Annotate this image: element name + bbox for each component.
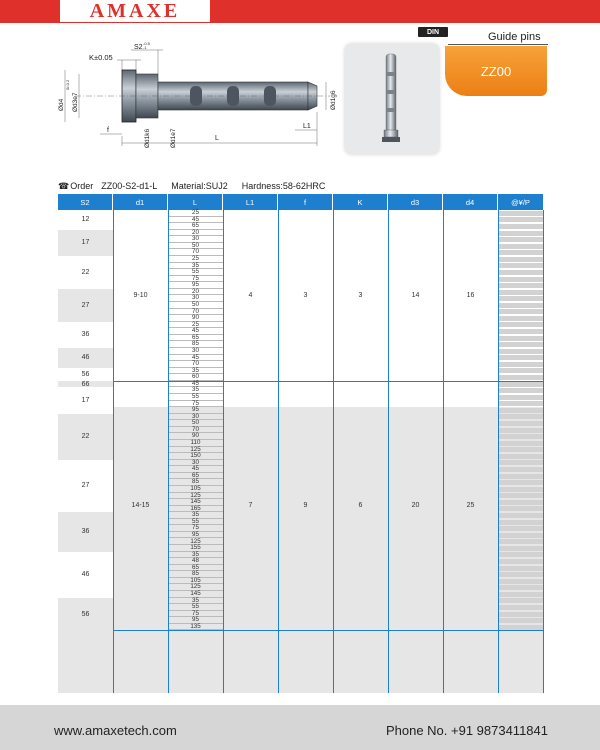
price-cell [498, 237, 544, 242]
s2-cell: 36 [58, 322, 113, 348]
dim-d4: Ød4 [58, 98, 65, 111]
price-cell [498, 408, 544, 413]
length-cell: 155 [168, 545, 223, 552]
length-cell: 65 [168, 223, 223, 230]
dim-s2-tol-lower: -1 [143, 45, 147, 50]
price-cell [498, 460, 544, 465]
length-cell: 25 [168, 322, 223, 329]
length-cell: 90 [168, 315, 223, 322]
price-cell [498, 336, 544, 341]
guide-pin-image [345, 44, 439, 154]
price-cell [498, 506, 544, 511]
length-cell: 70 [168, 309, 223, 316]
price-cell [498, 382, 544, 387]
price-cell [498, 375, 544, 380]
hdr-l1: L1 [223, 194, 278, 210]
price-cell [498, 434, 544, 439]
l1-cell: 4 [248, 291, 253, 299]
k-cell: 6 [358, 502, 363, 510]
length-cell: 30 [168, 348, 223, 355]
price-cell [498, 290, 544, 295]
material-text: Material:SUJ2 [171, 181, 228, 191]
title-divider [448, 44, 548, 45]
price-cell [498, 520, 544, 525]
price-cell [498, 395, 544, 400]
k-cell: 3 [358, 291, 363, 299]
length-cell: 70 [168, 249, 223, 256]
hdr-d4: d4 [443, 194, 498, 210]
price-cell [498, 539, 544, 544]
length-cell: 55 [168, 519, 223, 526]
s2-cell: 27 [58, 460, 113, 513]
dim-f: f [107, 127, 109, 134]
price-cell [498, 625, 544, 630]
price-cell [498, 566, 544, 571]
length-cell: 125 [168, 584, 223, 591]
hdr-d1: d1 [113, 194, 168, 210]
price-cell [498, 598, 544, 603]
length-cell: 110 [168, 440, 223, 447]
length-cell: 35 [168, 598, 223, 605]
length-cell: 30 [168, 295, 223, 302]
price-cell [498, 552, 544, 557]
length-cell: 90 [168, 433, 223, 440]
dim-d3: Ød3e7 [72, 92, 79, 112]
price-cell [498, 467, 544, 472]
footer [0, 705, 600, 750]
price-cell [498, 480, 544, 485]
price-cell [498, 244, 544, 249]
length-cell: 75 [168, 525, 223, 532]
length-cell: 30 [168, 236, 223, 243]
dim-k: K±0.05 [89, 53, 113, 62]
length-cell: 75 [168, 611, 223, 618]
price-cell [498, 329, 544, 334]
s2-cell: 46 [58, 348, 113, 368]
price-cell [498, 559, 544, 564]
length-cell: 20 [168, 289, 223, 296]
hdr-d3: d3 [388, 194, 443, 210]
length-cell: 125 [168, 447, 223, 454]
length-cell: 30 [168, 460, 223, 467]
technical-drawing [55, 38, 345, 153]
length-cell: 105 [168, 578, 223, 585]
order-label: Order [70, 181, 94, 191]
length-cell: 35 [168, 368, 223, 375]
s2-cell: 46 [58, 552, 113, 598]
length-cell: 45 [168, 466, 223, 473]
length-cell: 95 [168, 282, 223, 289]
hdr-f: f [278, 194, 333, 210]
price-cell [498, 618, 544, 623]
hardness-text: Hardness:58-62HRC [241, 181, 326, 191]
length-cell: 65 [168, 565, 223, 572]
price-cell [498, 277, 544, 282]
length-cell: 45 [168, 217, 223, 224]
length-cell: 45 [168, 355, 223, 362]
l1-cell: 7 [248, 502, 253, 510]
price-cell [498, 349, 544, 354]
column-divider [333, 210, 334, 693]
length-cell: 145 [168, 591, 223, 598]
price-cell [498, 224, 544, 229]
price-cell [498, 322, 544, 327]
d3-cell: 20 [411, 502, 420, 510]
d4-cell: 25 [466, 502, 475, 510]
s2-cell: 56 [58, 368, 113, 381]
price-cell [498, 592, 544, 597]
product-code: ZZ00 [480, 63, 512, 79]
length-cell: 135 [168, 624, 223, 631]
d4-cell: 16 [466, 291, 475, 299]
price-cell [498, 474, 544, 479]
dim-s2-tol-upper: -0.5 [143, 41, 150, 46]
length-cell: 55 [168, 604, 223, 611]
price-cell [498, 401, 544, 406]
column-divider [388, 210, 389, 693]
length-cell: 85 [168, 479, 223, 486]
length-cell: 35 [168, 512, 223, 519]
hdr-price: @¥/P [498, 194, 544, 210]
length-cell: 45 [168, 381, 223, 388]
length-cell: 55 [168, 394, 223, 401]
s2-cell: 22 [58, 256, 113, 289]
price-cell [498, 526, 544, 531]
column-divider [498, 210, 499, 693]
length-cell: 50 [168, 420, 223, 427]
price-cell [498, 493, 544, 498]
price-cell [498, 231, 544, 236]
brand-name: AMAXE [89, 0, 181, 22]
price-cell [498, 388, 544, 393]
s2-cell: 36 [58, 512, 113, 551]
price-cell [498, 355, 544, 360]
length-cell: 65 [168, 473, 223, 480]
s2-cell: 17 [58, 230, 113, 256]
price-cell [498, 342, 544, 347]
price-cell [498, 441, 544, 446]
length-cell: 125 [168, 539, 223, 546]
length-cell: 70 [168, 361, 223, 368]
length-cell: 25 [168, 210, 223, 217]
order-code: ZZ00-S2-d1-L [101, 181, 158, 191]
product-code-box [445, 46, 547, 96]
price-cell [498, 263, 544, 268]
price-cell [498, 217, 544, 222]
length-cell: 105 [168, 486, 223, 493]
price-cell [498, 533, 544, 538]
length-cell: 70 [168, 427, 223, 434]
price-cell [498, 612, 544, 617]
s2-cell: 12 [58, 210, 113, 230]
length-cell: 48 [168, 558, 223, 565]
column-divider [168, 210, 169, 693]
price-cell [498, 585, 544, 590]
din-badge: DIN [418, 27, 448, 37]
length-cell: 125 [168, 493, 223, 500]
order-info [58, 181, 325, 192]
length-cell: 50 [168, 302, 223, 309]
price-cell [498, 454, 544, 459]
dim-d1g6: Ød1g6 [330, 90, 337, 110]
length-cell: 25 [168, 256, 223, 263]
dim-s2: S2 [134, 44, 143, 51]
length-cell: 35 [168, 263, 223, 270]
length-cell: 55 [168, 269, 223, 276]
column-divider [223, 210, 224, 693]
brand-logo [60, 0, 210, 22]
column-divider [113, 210, 114, 693]
length-cell: 60 [168, 374, 223, 381]
product-name: Guide pins [488, 31, 541, 43]
price-cell [498, 421, 544, 426]
dim-d1k6: Ød1k6 [144, 128, 151, 148]
spec-table [58, 194, 544, 693]
length-cell: 85 [168, 341, 223, 348]
price-cell [498, 283, 544, 288]
price-cell [498, 270, 544, 275]
length-cell: 95 [168, 532, 223, 539]
s2-cell: 17 [58, 387, 113, 413]
price-cell [498, 296, 544, 301]
length-cell: 20 [168, 230, 223, 237]
phone-icon: ☎ [58, 181, 70, 191]
phone-number: Phone No. +91 9873411841 [385, 723, 548, 738]
price-cell [498, 572, 544, 577]
length-cell: 65 [168, 335, 223, 342]
f-cell: 3 [303, 291, 308, 299]
length-cell: 145 [168, 499, 223, 506]
s2-cell: 22 [58, 414, 113, 460]
price-cell [498, 368, 544, 373]
length-cell: 35 [168, 552, 223, 559]
price-cell [498, 257, 544, 262]
s2-cell: 56 [58, 598, 113, 631]
d3-cell: 14 [411, 291, 420, 299]
price-cell [498, 211, 544, 216]
length-cell: 75 [168, 401, 223, 408]
length-cell: 95 [168, 407, 223, 414]
length-cell: 95 [168, 617, 223, 624]
price-cell [498, 447, 544, 452]
price-cell [498, 500, 544, 505]
price-cell [498, 428, 544, 433]
d1-cell: 14-15 [131, 502, 150, 510]
hdr-l: L [168, 194, 223, 210]
dim-d4-tol: 0/-0.2 [65, 79, 70, 90]
price-cell [498, 316, 544, 321]
price-cell [498, 362, 544, 367]
d1-cell: 9-10 [133, 291, 148, 299]
s2-cell: 66 [58, 381, 113, 388]
product-photo [345, 44, 439, 154]
price-cell [498, 513, 544, 518]
group-divider [113, 630, 544, 631]
length-cell: 165 [168, 506, 223, 513]
length-cell: 85 [168, 571, 223, 578]
price-cell [498, 250, 544, 255]
brand-bar [0, 0, 600, 23]
price-cell [498, 303, 544, 308]
dim-l: L [215, 135, 219, 142]
length-cell: 150 [168, 453, 223, 460]
column-divider [443, 210, 444, 693]
s2-cell: 27 [58, 289, 113, 322]
price-cell [498, 309, 544, 314]
f-cell: 9 [303, 502, 308, 510]
length-cell: 45 [168, 328, 223, 335]
length-cell: 75 [168, 276, 223, 283]
hdr-k: K [333, 194, 388, 210]
column-divider [543, 210, 544, 693]
dim-d1e7: Ød1e7 [170, 128, 177, 148]
price-cell [498, 605, 544, 610]
dim-l1: L1 [303, 123, 311, 130]
length-cell: 35 [168, 387, 223, 394]
price-cell [498, 414, 544, 419]
column-divider [278, 210, 279, 693]
length-cell: 50 [168, 243, 223, 250]
hdr-s2: S2 [58, 194, 113, 210]
price-cell [498, 487, 544, 492]
length-cell: 30 [168, 414, 223, 421]
price-cell [498, 546, 544, 551]
price-cell [498, 579, 544, 584]
website-link[interactable]: www.amaxetech.com [54, 723, 177, 738]
